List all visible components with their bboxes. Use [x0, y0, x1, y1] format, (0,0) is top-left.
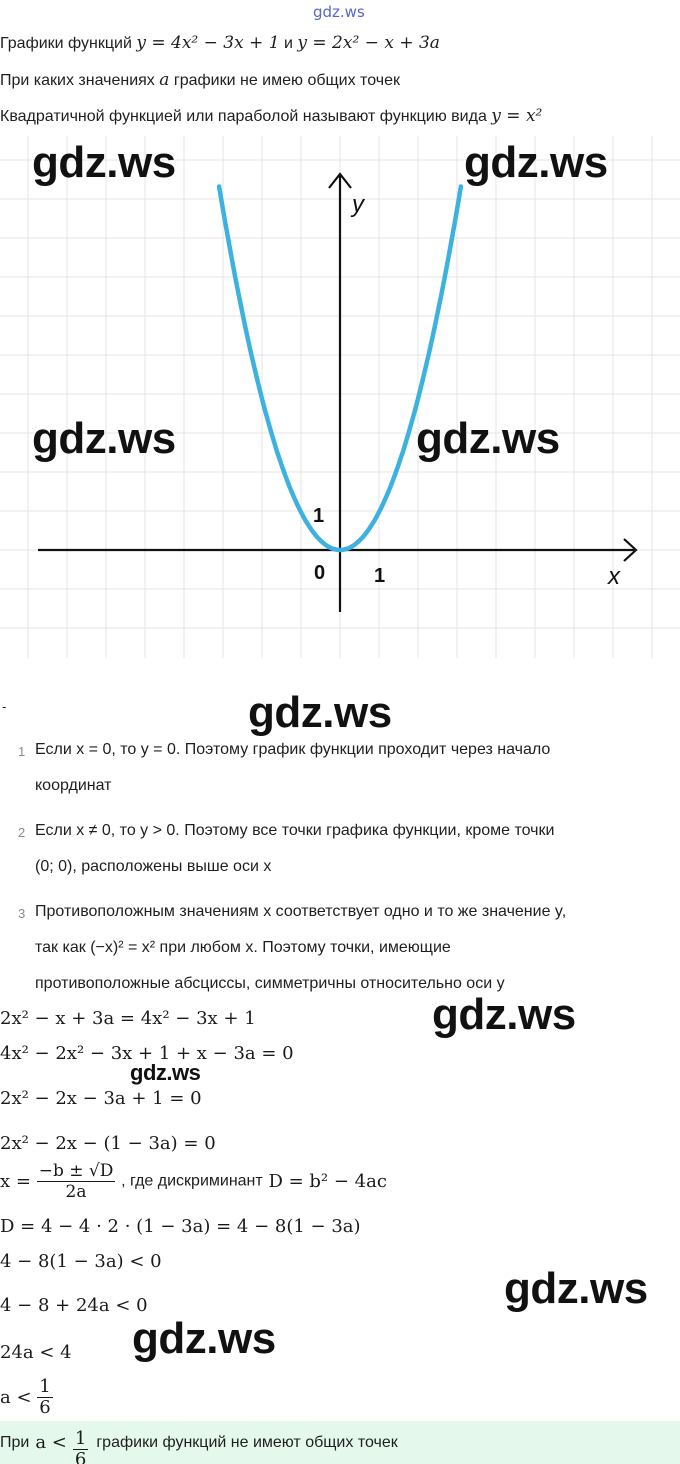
- list-item-text: так как (−x)² = x² при любом x. Поэтому точки, имеющие: [35, 939, 451, 956]
- problem-line-3-text: Квадратичной функцией или параболой называют функцию вида: [0, 108, 487, 125]
- list-item-text: координат: [35, 777, 112, 794]
- answer-numerator: 1: [74, 1428, 87, 1449]
- root-formula-line: [0, 1161, 387, 1209]
- stray-mark: -: [2, 700, 7, 714]
- answer-denominator: 6: [74, 1449, 87, 1464]
- problem-line-1: [0, 33, 440, 53]
- result-denominator: 6: [39, 1397, 51, 1418]
- answer-box: [0, 1421, 680, 1464]
- problem-line-1-prefix: Графики функций: [0, 35, 132, 52]
- problem-line-2-var: a: [159, 70, 170, 90]
- root-formula-denominator: 2a: [65, 1182, 87, 1202]
- equation-line: D = 4 − 4 · 2 · (1 − 3a) = 4 − 8(1 − 3a): [0, 1216, 361, 1237]
- answer-line: [0, 1421, 398, 1464]
- root-formula-fraction: [37, 1161, 116, 1202]
- root-formula-numerator: −b ± √D: [38, 1161, 114, 1181]
- equation-line: 2x² − 2x − (1 − 3a) = 0: [0, 1133, 216, 1154]
- watermark-text: gdz.ws: [248, 688, 392, 737]
- equation-line: 4 − 8(1 − 3a) < 0: [0, 1251, 162, 1272]
- answer-prefix: При: [0, 1433, 30, 1451]
- answer-fraction: [73, 1429, 88, 1464]
- y-tick-label: 1: [313, 505, 325, 527]
- site-header-label[interactable]: gdz.ws: [313, 3, 365, 21]
- list-item-number: 3: [18, 906, 26, 921]
- equation-line: 2x² − x + 3a = 4x² − 3x + 1: [0, 1008, 256, 1029]
- list-item-text: Если x = 0, то y = 0. Поэтому график функции проходит через начало: [35, 741, 551, 758]
- result-lhs: a <: [0, 1387, 32, 1408]
- result-fraction: [37, 1377, 52, 1418]
- function-1-formula: y = 4x² − 3x + 1: [136, 33, 280, 53]
- problem-line-2-suffix: графики не имею общих точек: [173, 72, 400, 89]
- problem-line-2: [0, 70, 400, 90]
- problem-line-1-conj: и: [284, 35, 293, 52]
- watermark-text: gdz.ws: [132, 1314, 276, 1363]
- watermark-text: gdz.ws: [416, 414, 560, 463]
- result-inequality: [0, 1377, 53, 1421]
- equation-line: 2x² − 2x − 3a + 1 = 0: [0, 1088, 202, 1109]
- equation-line: 4 − 8 + 24a < 0: [0, 1295, 148, 1316]
- list-item-number: 2: [18, 825, 26, 840]
- list-item-text: (0; 0), расположены выше оси x: [35, 858, 272, 875]
- problem-line-3-formula: y = x²: [491, 106, 543, 126]
- watermark-text: gdz.ws: [32, 138, 176, 187]
- function-2-formula: y = 2x² − x + 3a: [297, 33, 440, 53]
- list-item-text: Если x ≠ 0, то y > 0. Поэтому все точки графика функции, кроме точки: [35, 822, 555, 839]
- parabola-graph-svg: [0, 136, 680, 658]
- list-item-number: 1: [18, 744, 26, 759]
- equation-line: 24a < 4: [0, 1342, 72, 1363]
- watermark-text: gdz.ws: [432, 990, 576, 1039]
- origin-label: 0: [314, 562, 326, 584]
- watermark-text: gdz.ws: [464, 138, 608, 187]
- result-numerator: 1: [39, 1377, 51, 1397]
- problem-line-2-prefix: При каких значениях: [0, 72, 155, 89]
- watermark-text: gdz.ws: [504, 1264, 648, 1313]
- answer-lhs: a <: [35, 1432, 67, 1453]
- answer-suffix: графики функций не имеют общих точек: [96, 1433, 398, 1451]
- parabola-graph: [0, 136, 680, 658]
- watermark-text: gdz.ws: [32, 414, 176, 463]
- x-axis-label: x: [608, 563, 620, 590]
- watermark-text: gdz.ws: [130, 1060, 201, 1085]
- x-tick-label: 1: [374, 565, 386, 587]
- list-item-text: Противоположным значениям x соответствует одно и то же значение y,: [35, 903, 567, 920]
- discriminant-formula: D = b² − 4ac: [268, 1171, 387, 1192]
- equation-line: 4x² − 2x² − 3x + 1 + x − 3a = 0: [0, 1043, 294, 1064]
- problem-line-3: [0, 106, 542, 126]
- root-formula-lhs: x =: [0, 1171, 31, 1192]
- y-axis-label: y: [352, 191, 364, 218]
- list-item-text: противоположные абсциссы, симметричны относительно оси y: [35, 975, 505, 992]
- root-formula-text: , где дискриминант: [121, 1172, 263, 1190]
